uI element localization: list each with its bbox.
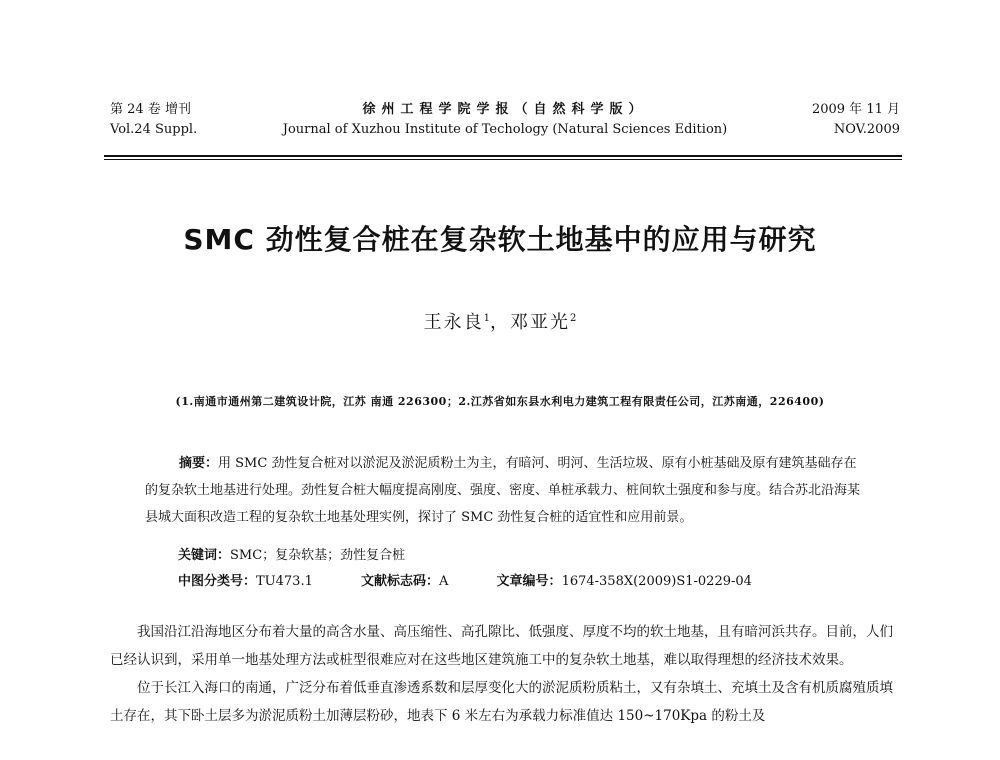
doc-code-value: A: [439, 574, 449, 589]
header-rule-thick: [104, 155, 902, 157]
volume-cn: 第 24 卷 增刊: [110, 102, 191, 117]
header-rule-thin: [104, 159, 902, 160]
abstract-label: 摘要：: [179, 456, 219, 471]
article-no-label: 文章编号：: [496, 574, 562, 589]
keywords-label: 关键词：: [178, 548, 231, 563]
author-affiliation-mark: 1: [483, 313, 490, 324]
clc-label: 中图分类号：: [178, 574, 257, 589]
paragraph: 位于长江入海口的南通，广泛分布着低垂直渗透系数和层厚变化大的淤泥质粉质粘土，又有杂填土、充填土及含有机质腐殖质填土存在，其下卧土层多为淤泥质粉土加薄层粉砂，地表下 6 米左右为承载力标准值达 150~170Kpa 的粉土及: [110, 680, 893, 724]
keywords: [178, 544, 405, 568]
author-line: [0, 308, 1000, 334]
author-name: 王永良: [423, 312, 484, 333]
clc-value: TU473.1: [256, 574, 313, 589]
author-separator: ，: [490, 312, 510, 333]
abstract: [145, 450, 865, 531]
issue-date: [812, 100, 900, 140]
author-affiliation-mark: 2: [570, 313, 577, 324]
journal-header: [110, 100, 900, 140]
paragraph: 我国沿江沿海地区分布着大量的高含水量、高压缩性、高孔隙比、低强度、厚度不均的软土地基，且有暗河浜共存。目前，人们已经认识到，采用单一地基处理方法或桩型很难应对在这些地区建筑施工中的复杂软土地基，难以取得理想的经济技术效果。: [110, 624, 893, 668]
body-text: [110, 618, 900, 730]
journal-name-en: Journal of Xuzhou Institute of Techology (Natural Sciences Edition): [282, 122, 728, 137]
issue-date-cn: 2009 年 11 月: [811, 102, 900, 117]
keywords-text: SMC；复杂软基；劲性复合桩: [230, 548, 406, 563]
volume-info: [110, 100, 197, 140]
doc-code-label: 文献标志码：: [361, 574, 440, 589]
issue-date-en: NOV.2009: [833, 122, 900, 137]
article-no-value: 1674-358X(2009)S1-0229-04: [561, 574, 752, 589]
volume-en: Vol.24 Suppl.: [110, 122, 198, 137]
affiliation: (1.南通市通州第二建筑设计院，江苏 南通 226300；2.江苏省如东县水利电力建筑工程有限责任公司，江苏南通，226400): [175, 395, 825, 408]
abstract-text: 用 SMC 劲性复合桩对以淤泥及淤泥质粉土为主，有暗河、明河、生活垃圾、原有小桩基础及原有建筑基础存在的复杂软土地基进行处理。劲性复合桩大幅度提高刚度、强度、密度、单桩承载力、桩间软土强度和参与度。结合苏北沿海某县城大面积改造工程的复杂软土地基处理实例，探讨了 SMC 劲性复合桩的适宜性和应用前景。: [145, 456, 861, 525]
author-name: 邓亚光: [510, 312, 570, 333]
journal-name: [280, 100, 730, 140]
classification-line: [178, 570, 796, 594]
journal-name-cn: 徐州工程学院学报（自然科学版）: [362, 102, 648, 117]
paper-title: SMC 劲性复合桩在复杂软土地基中的应用与研究: [183, 223, 817, 256]
